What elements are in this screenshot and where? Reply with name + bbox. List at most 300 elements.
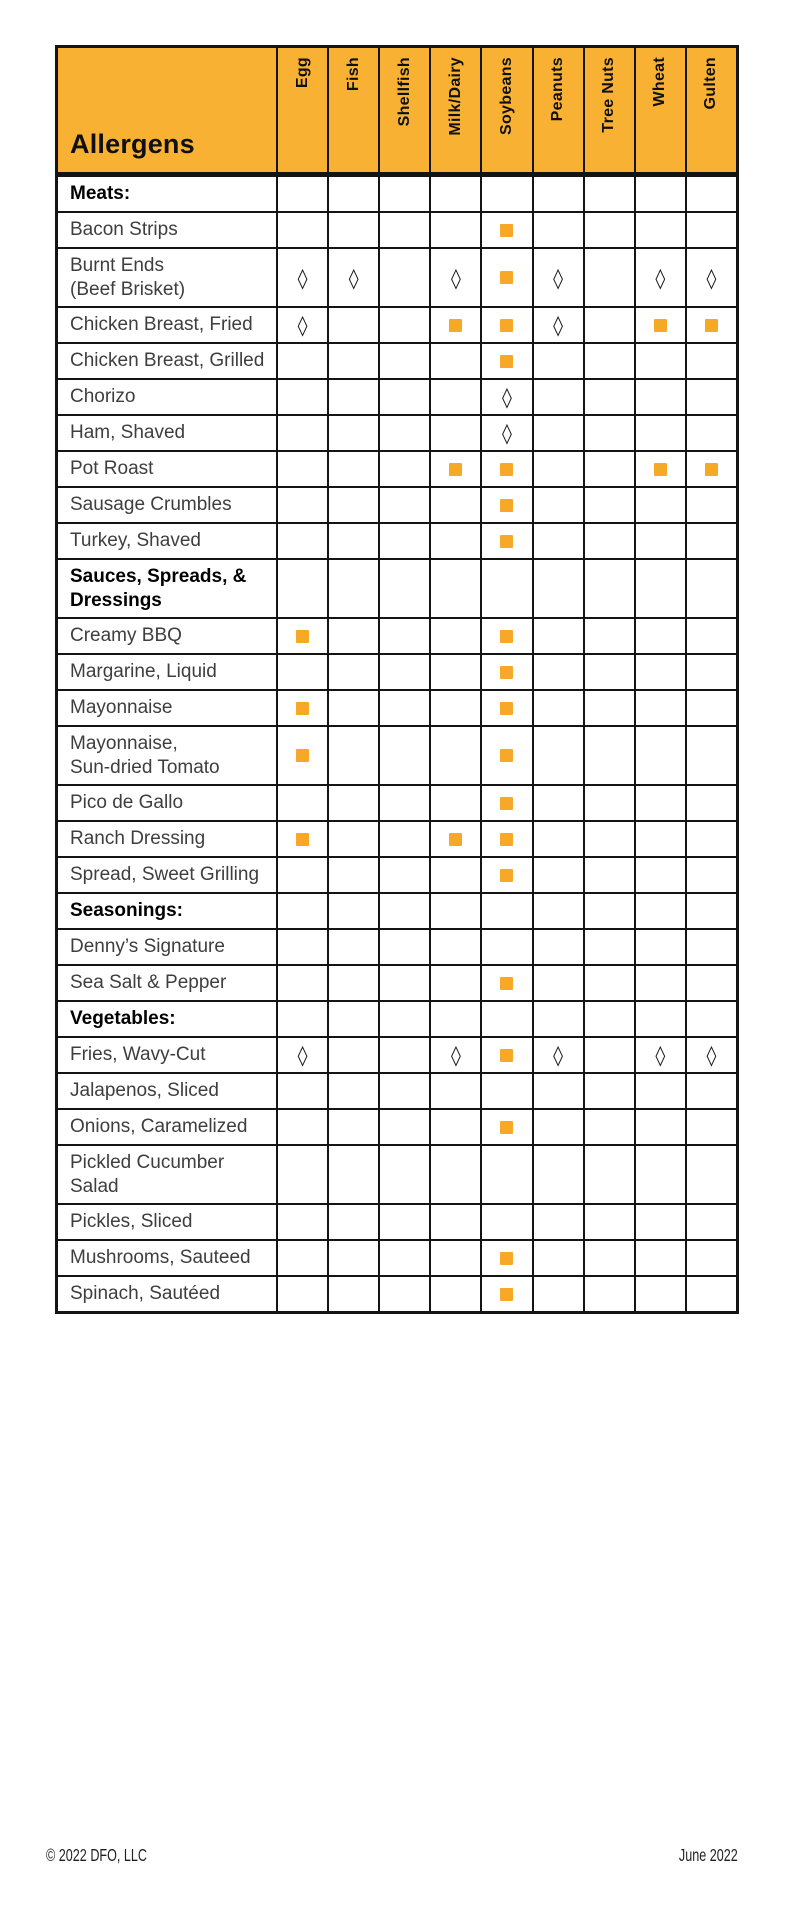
allergen-cell: [278, 380, 329, 414]
allergen-cell: [380, 416, 431, 450]
table-row: [58, 691, 736, 727]
row-label: [58, 380, 278, 414]
revision-date-text: June 2022: [679, 1845, 738, 1865]
allergen-cell: [329, 655, 380, 689]
column-header-label: Fish: [344, 57, 362, 92]
allergen-cell: [636, 786, 687, 820]
allergen-cell: [482, 177, 533, 211]
allergen-cell: [482, 380, 533, 414]
allergen-cell: [585, 1241, 636, 1275]
allergen-cell: [482, 858, 533, 892]
row-label-text: Meats:: [70, 183, 131, 205]
allergen-cell: [585, 966, 636, 1000]
row-label-text: Mushrooms, Sauteed: [70, 1247, 251, 1269]
diamond-mark-icon: ◊: [297, 265, 308, 290]
table-row: [58, 344, 736, 380]
allergen-cell: [585, 344, 636, 378]
allergen-cell: [687, 1205, 736, 1239]
allergen-cell: [687, 308, 736, 342]
allergen-cell: [482, 930, 533, 964]
column-header-cell: [482, 48, 533, 172]
row-label: [58, 1074, 278, 1108]
table-row: [58, 1241, 736, 1277]
allergen-cell: [278, 1074, 329, 1108]
allergen-cell: [687, 1110, 736, 1144]
allergen-cell: [687, 786, 736, 820]
allergen-cell: [534, 858, 585, 892]
allergen-cell: [534, 380, 585, 414]
square-mark-icon: [500, 1252, 513, 1265]
allergen-cell: [278, 452, 329, 486]
diamond-mark-icon: ◊: [502, 421, 512, 445]
table-row: [58, 452, 736, 488]
allergen-cell: [380, 822, 431, 856]
allergen-cell: [636, 213, 687, 247]
column-header-label: Tree Nuts: [600, 57, 618, 133]
row-label-text: Spread, Sweet Grilling: [70, 864, 260, 886]
allergen-cell: [278, 858, 329, 892]
allergen-cell: [687, 822, 736, 856]
table-row: [58, 1205, 736, 1241]
allergen-cell: [585, 1146, 636, 1203]
row-label: [58, 727, 278, 784]
allergen-cell: [482, 1146, 533, 1203]
allergen-cell: [380, 488, 431, 522]
diamond-mark-icon: ◊: [297, 313, 308, 337]
allergen-cell: [636, 1277, 687, 1311]
allergen-cell: [329, 380, 380, 414]
allergen-cell: [687, 1241, 736, 1275]
row-label-text: Ranch Dressing: [70, 828, 206, 850]
allergen-cell: [687, 619, 736, 653]
allergen-cell: [585, 1110, 636, 1144]
allergen-cell: [431, 727, 482, 784]
allergen-cell: [278, 966, 329, 1000]
row-label-text: Pot Roast: [70, 458, 154, 480]
allergen-cell: [278, 727, 329, 784]
allergen-cell: [585, 524, 636, 558]
square-mark-icon: [654, 319, 667, 332]
allergen-cell: [278, 308, 329, 342]
allergen-cell: [482, 786, 533, 820]
row-label: [58, 619, 278, 653]
allergen-cell: [636, 1038, 687, 1072]
row-label: [58, 452, 278, 486]
allergen-cell: [380, 1205, 431, 1239]
square-mark-icon: [500, 499, 513, 512]
row-label-text: Pickles, Sliced: [70, 1211, 193, 1233]
row-label-text: Sauces, Spreads, & Dressings: [70, 565, 247, 611]
allergen-cell: [585, 858, 636, 892]
allergen-cell: [636, 249, 687, 306]
allergen-cell: [534, 1205, 585, 1239]
diamond-mark-icon: ◊: [450, 1043, 461, 1067]
allergen-cell: [380, 308, 431, 342]
square-mark-icon: [500, 535, 513, 548]
allergen-cell: [482, 1074, 533, 1108]
allergen-cell: [380, 894, 431, 928]
row-label: [58, 1277, 278, 1311]
allergen-cell: [329, 1074, 380, 1108]
allergen-cell: [431, 1110, 482, 1144]
allergen-cell: [687, 380, 736, 414]
column-header-label: Peanuts: [549, 57, 567, 122]
allergen-cell: [431, 786, 482, 820]
allergen-cell: [329, 1110, 380, 1144]
allergen-cell: [278, 786, 329, 820]
allergen-cell: [329, 308, 380, 342]
allergen-cell: [380, 1277, 431, 1311]
allergen-cell: [534, 1110, 585, 1144]
allergen-cell: [380, 213, 431, 247]
column-header-label: Wheat: [651, 57, 669, 107]
square-mark-icon: [296, 749, 309, 762]
allergen-cell: [278, 655, 329, 689]
allergen-cell: [278, 1241, 329, 1275]
allergen-cell: [585, 308, 636, 342]
header-row: [58, 48, 736, 177]
row-label-text: Margarine, Liquid: [70, 661, 217, 683]
allergen-cell: [636, 1074, 687, 1108]
allergen-cell: [534, 691, 585, 725]
allergen-cell: [380, 1241, 431, 1275]
column-header-cell: [636, 48, 687, 172]
allergen-cell: [687, 691, 736, 725]
allergen-table: [55, 45, 739, 1314]
allergen-cell: [636, 1205, 687, 1239]
allergen-cell: [482, 1110, 533, 1144]
column-header-label: Egg: [293, 57, 311, 89]
allergen-cell: [329, 213, 380, 247]
allergen-cell: [431, 1241, 482, 1275]
allergen-cell: [482, 655, 533, 689]
allergen-cell: [636, 858, 687, 892]
table-row: [58, 727, 736, 786]
row-label-text: Mayonnaise, Sun-dried Tomato: [70, 732, 220, 778]
row-label-text: Sea Salt & Pepper: [70, 972, 227, 994]
allergen-cell: [534, 822, 585, 856]
allergen-cell: [636, 560, 687, 617]
allergen-cell: [278, 177, 329, 211]
diamond-mark-icon: ◊: [655, 265, 666, 290]
square-mark-icon: [500, 1121, 513, 1134]
column-header-cell: [278, 48, 329, 172]
square-mark-icon: [500, 355, 513, 368]
allergen-cell: [380, 727, 431, 784]
allergen-cell: [585, 786, 636, 820]
table-row: [58, 966, 736, 1002]
row-label: [58, 560, 278, 617]
row-label-text: Chicken Breast, Grilled: [70, 350, 265, 372]
allergen-cell: [278, 1146, 329, 1203]
diamond-mark-icon: ◊: [706, 265, 717, 290]
column-header-cell: [687, 48, 736, 172]
allergen-cell: [585, 177, 636, 211]
allergen-cell: [329, 1038, 380, 1072]
allergen-cell: [687, 1277, 736, 1311]
allergen-cell: [278, 524, 329, 558]
row-label-text: Pico de Gallo: [70, 792, 184, 814]
allergen-cell: [482, 966, 533, 1000]
diamond-mark-icon: ◊: [553, 313, 564, 337]
allergen-cell: [636, 1146, 687, 1203]
allergen-cell: [482, 344, 533, 378]
allergen-cell: [380, 655, 431, 689]
allergen-cell: [534, 894, 585, 928]
allergen-cell: [687, 858, 736, 892]
square-mark-icon: [449, 463, 462, 476]
allergen-cell: [636, 727, 687, 784]
allergen-cell: [687, 727, 736, 784]
allergen-cell: [329, 249, 380, 306]
allergen-cell: [636, 822, 687, 856]
square-mark-icon: [500, 630, 513, 643]
table-row: [58, 619, 736, 655]
square-mark-icon: [500, 1288, 513, 1301]
row-label: [58, 1038, 278, 1072]
square-mark-icon: [500, 797, 513, 810]
table-row: [58, 930, 736, 966]
allergen-cell: [585, 1074, 636, 1108]
allergen-cell: [687, 1074, 736, 1108]
allergen-cell: [585, 822, 636, 856]
allergen-cell: [636, 1241, 687, 1275]
row-label: [58, 822, 278, 856]
allergen-cell: [636, 344, 687, 378]
allergen-cell: [636, 1002, 687, 1036]
column-header-label: Milk/Dairy: [446, 57, 464, 136]
allergen-cell: [278, 1205, 329, 1239]
allergen-cell: [534, 1241, 585, 1275]
allergen-cell: [636, 380, 687, 414]
column-header-label: Gulten: [702, 57, 720, 110]
allergen-cell: [585, 930, 636, 964]
allergen-cell: [534, 1038, 585, 1072]
diamond-mark-icon: ◊: [706, 1043, 717, 1067]
diamond-mark-icon: ◊: [502, 385, 512, 409]
allergen-cell: [278, 1002, 329, 1036]
allergen-cell: [534, 1146, 585, 1203]
table-row: [58, 213, 736, 249]
allergen-cell: [431, 1205, 482, 1239]
row-label-text: Onions, Caramelized: [70, 1116, 248, 1138]
allergen-cell: [636, 488, 687, 522]
allergen-cell: [329, 416, 380, 450]
allergen-cell: [380, 691, 431, 725]
allergen-cell: [636, 894, 687, 928]
row-label: [58, 858, 278, 892]
allergen-cell: [380, 930, 431, 964]
allergen-cell: [687, 560, 736, 617]
allergen-cell: [380, 1038, 431, 1072]
allergen-cell: [431, 619, 482, 653]
allergen-cell: [431, 822, 482, 856]
allergen-cell: [431, 1277, 482, 1311]
allergen-cell: [431, 1074, 482, 1108]
square-mark-icon: [500, 666, 513, 679]
allergen-cell: [278, 1038, 329, 1072]
square-mark-icon: [296, 630, 309, 643]
copyright-text: © 2022 DFO, LLC: [46, 1845, 148, 1865]
allergen-cell: [687, 177, 736, 211]
square-mark-icon: [296, 702, 309, 715]
square-mark-icon: [296, 833, 309, 846]
allergen-cell: [482, 488, 533, 522]
allergen-cell: [636, 619, 687, 653]
square-mark-icon: [500, 319, 513, 332]
allergen-cell: [278, 416, 329, 450]
square-mark-icon: [500, 463, 513, 476]
row-label: [58, 344, 278, 378]
row-label-text: Chicken Breast, Fried: [70, 314, 253, 336]
row-label: [58, 177, 278, 211]
allergen-cell: [482, 560, 533, 617]
allergen-cell: [329, 930, 380, 964]
table-row: [58, 1110, 736, 1146]
diamond-mark-icon: ◊: [348, 265, 359, 290]
row-label: [58, 930, 278, 964]
allergen-cell: [687, 655, 736, 689]
allergen-cell: [636, 416, 687, 450]
allergen-cell: [534, 249, 585, 306]
row-label: [58, 966, 278, 1000]
allergen-cell: [482, 308, 533, 342]
allergen-cell: [278, 822, 329, 856]
allergen-cell: [687, 1146, 736, 1203]
allergen-cell: [278, 344, 329, 378]
column-header-label: Soybeans: [497, 57, 515, 135]
allergen-cell: [687, 1038, 736, 1072]
row-label: [58, 1205, 278, 1239]
allergen-cell: [329, 177, 380, 211]
allergen-cell: [431, 1038, 482, 1072]
square-mark-icon: [500, 749, 513, 762]
allergen-cell: [278, 249, 329, 306]
allergen-cell: [329, 894, 380, 928]
allergen-cell: [636, 655, 687, 689]
allergen-cell: [329, 488, 380, 522]
allergen-cell: [687, 894, 736, 928]
allergen-cell: [380, 1002, 431, 1036]
allergen-cell: [534, 786, 585, 820]
allergen-cell: [380, 1146, 431, 1203]
allergen-cell: [534, 966, 585, 1000]
allergen-cell: [534, 1002, 585, 1036]
allergen-cell: [431, 380, 482, 414]
allergen-cell: [329, 727, 380, 784]
allergen-cell: [687, 966, 736, 1000]
allergen-cell: [534, 308, 585, 342]
allergen-cell: [585, 1205, 636, 1239]
square-mark-icon: [500, 1049, 513, 1062]
allergen-cell: [431, 894, 482, 928]
row-label-text: Seasonings:: [70, 900, 183, 922]
allergen-cell: [636, 1110, 687, 1144]
column-header-cell: [380, 48, 431, 172]
allergen-cell: [431, 308, 482, 342]
allergen-cell: [380, 380, 431, 414]
page-footer: [46, 1845, 738, 1866]
allergen-cell: [534, 416, 585, 450]
allergen-cell: [380, 786, 431, 820]
row-label: [58, 691, 278, 725]
allergen-cell: [482, 1038, 533, 1072]
allergen-cell: [585, 655, 636, 689]
allergen-cell: [482, 727, 533, 784]
allergen-cell: [431, 213, 482, 247]
allergen-cell: [534, 524, 585, 558]
row-label: [58, 416, 278, 450]
row-label: [58, 488, 278, 522]
table-row: [58, 1277, 736, 1311]
allergen-cell: [482, 416, 533, 450]
allergen-cell: [329, 560, 380, 617]
allergen-cell: [278, 213, 329, 247]
allergen-cell: [585, 1038, 636, 1072]
allergen-cell: [585, 416, 636, 450]
allergen-cell: [431, 1002, 482, 1036]
allergen-cell: [380, 966, 431, 1000]
allergen-cell: [534, 560, 585, 617]
column-header-label: Shellfish: [395, 57, 413, 127]
section-row: [58, 560, 736, 619]
allergen-cell: [482, 822, 533, 856]
allergen-cell: [431, 452, 482, 486]
table-row: [58, 524, 736, 560]
allergen-cell: [585, 1002, 636, 1036]
row-label-text: Jalapenos, Sliced: [70, 1080, 219, 1102]
allergen-cell: [534, 1277, 585, 1311]
square-mark-icon: [654, 463, 667, 476]
row-label-text: Mayonnaise: [70, 697, 173, 719]
allergen-cell: [687, 930, 736, 964]
allergen-cell: [329, 1241, 380, 1275]
allergen-cell: [585, 619, 636, 653]
row-label-text: Creamy BBQ: [70, 625, 182, 647]
allergen-cell: [329, 619, 380, 653]
allergen-cell: [431, 416, 482, 450]
row-label: [58, 213, 278, 247]
row-label: [58, 1110, 278, 1144]
allergen-cell: [636, 524, 687, 558]
allergen-cell: [585, 1277, 636, 1311]
allergen-cell: [687, 416, 736, 450]
allergen-cell: [585, 691, 636, 725]
table-row: [58, 786, 736, 822]
allergen-cell: [534, 727, 585, 784]
allergen-cell: [687, 488, 736, 522]
allergen-cell: [687, 1002, 736, 1036]
allergen-cell: [380, 858, 431, 892]
allergen-cell: [534, 930, 585, 964]
allergen-cell: [687, 524, 736, 558]
allergen-cell: [329, 1277, 380, 1311]
allergen-cell: [534, 452, 585, 486]
allergen-cell: [534, 344, 585, 378]
allergen-cell: [534, 619, 585, 653]
allergen-cell: [534, 655, 585, 689]
allergen-cell: [534, 177, 585, 211]
square-mark-icon: [500, 833, 513, 846]
allergen-cell: [431, 858, 482, 892]
row-label: [58, 655, 278, 689]
allergen-cell: [636, 691, 687, 725]
square-mark-icon: [449, 319, 462, 332]
allergen-cell: [380, 344, 431, 378]
diamond-mark-icon: ◊: [553, 265, 564, 290]
table-row: [58, 655, 736, 691]
table-row: [58, 249, 736, 308]
